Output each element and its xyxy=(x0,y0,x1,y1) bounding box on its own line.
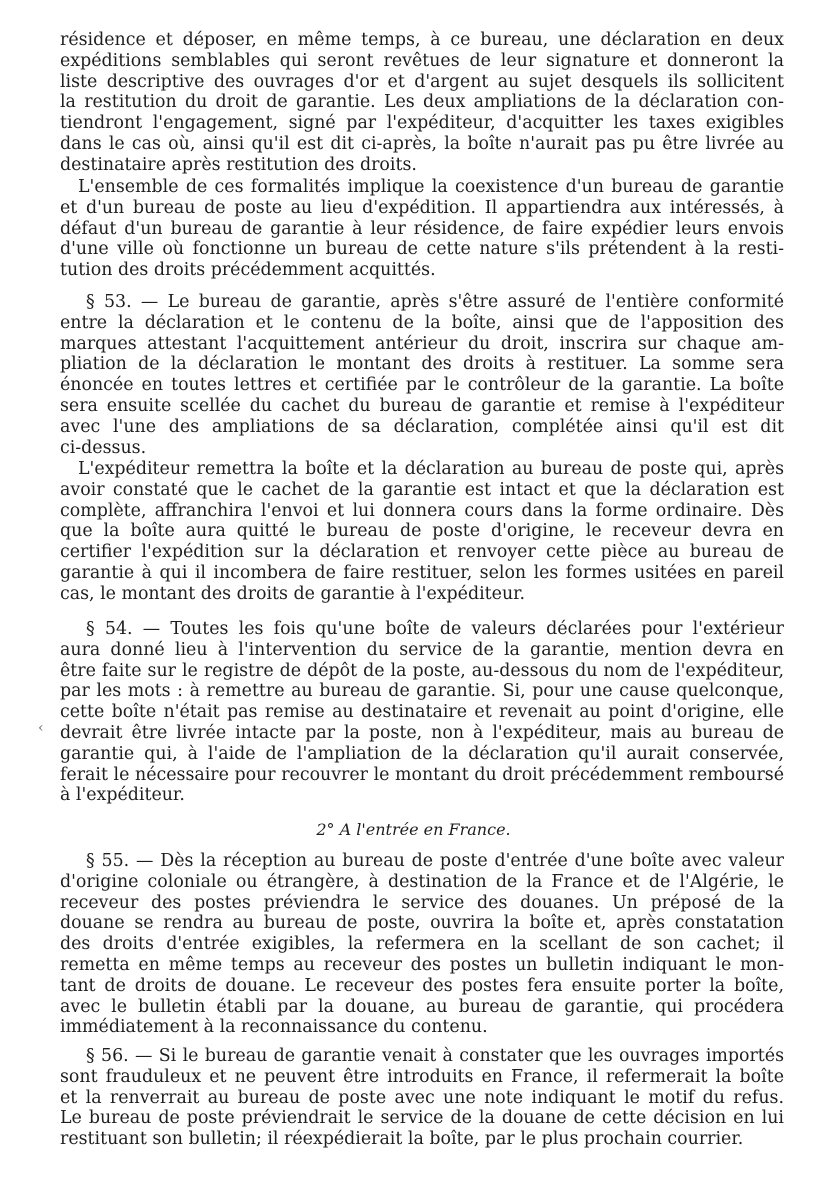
text-line: § 56. — Si le bureau de garantie venait à constater que les ouvrages importés xyxy=(86,1046,784,1066)
text-line: douane se rendra au bureau de poste, ouvrira la boîte et, après constatation xyxy=(60,913,784,934)
paragraph-section-53-continued xyxy=(60,459,784,605)
text-line: par les mots : à remettre au bureau de garantie. Si, pour une cause quelconque, xyxy=(60,681,784,702)
text-line: avoir constaté que le cachet de la garantie est intact et que la déclaration est xyxy=(60,479,784,500)
text-line: avec le bulletin établi par la douane, au bureau de garantie, qui procédera xyxy=(60,996,784,1017)
text-line: avec l'une des ampliations de sa déclaration, complétée ainsi qu'il est dit xyxy=(60,416,784,437)
text-line: sont frauduleux et ne peuvent être introduits en France, il refermerait la boîte xyxy=(60,1066,784,1087)
text-line: destinataire après restitution des droits. xyxy=(60,154,417,175)
section-heading: 2° A l'entrée en France. xyxy=(316,820,511,839)
text-line: Le bureau de poste préviendrait le service de la douane de cette décision en lui xyxy=(60,1108,784,1129)
text-line: à l'expéditeur. xyxy=(60,785,185,806)
text-line: L'ensemble de ces formalités implique la coexistence d'un bureau de garantie xyxy=(78,177,784,197)
text-line: ferait le nécessaire pour recouvrer le montant du droit précédemment remboursé xyxy=(60,764,784,785)
text-line: garantie à qui il incombera de faire restituer, selon les formes usitées en pareil xyxy=(60,562,784,583)
text-line: résidence et déposer, en même temps, à ce bureau, une déclaration en deux xyxy=(60,30,784,50)
text-line: remetta en même temps au receveur des postes un bulletin indiquant le mon- xyxy=(60,954,784,975)
text-line: la restitution du droit de garantie. Les deux ampliations de la déclaration con- xyxy=(60,92,784,113)
text-line: § 55. — Dès la réception au bureau de poste d'entrée d'une boîte avec valeur xyxy=(86,851,784,871)
text-line: liste descriptive des ouvrages d'or et d'argent au sujet desquels ils sollicitent xyxy=(60,71,784,92)
text-line: dans le cas où, ainsi qu'il est dit ci-après, la boîte n'aurait pas pu être livrée au xyxy=(60,133,784,154)
text-line: immédiatement à la reconnaissance du contenu. xyxy=(60,1017,488,1038)
text-line: restituant son bulletin; il réexpédierait la boîte, par le plus prochain courrier. xyxy=(60,1129,744,1150)
text-line: expéditions semblables qui seront revêtues de leur signature et donneront la xyxy=(60,50,784,71)
text-line: receveur des postes préviendra le service des douanes. Un préposé de la xyxy=(60,892,784,913)
text-line: cas, le montant des droits de garantie à l'expéditeur. xyxy=(60,583,526,604)
text-line: que la boîte aura quitté le bureau de poste d'origine, le receveur devra en xyxy=(60,521,784,542)
text-line: certifier l'expédition sur la déclaration et renvoyer cette pièce au bureau de xyxy=(60,542,784,563)
text-line: être faite sur le registre de dépôt de la poste, au-dessous du nom de l'expéditeur, xyxy=(60,660,784,681)
text-line: pliation de la déclaration le montant des droits à restituer. La somme sera xyxy=(60,354,784,375)
text-line: devrait être livrée intacte par la poste, non à l'expéditeur, mais au bureau de xyxy=(60,722,784,743)
paragraph-section-54 xyxy=(60,619,784,806)
paragraph-section-56 xyxy=(60,1046,784,1150)
text-line: tant de droits de douane. Le receveur des postes fera ensuite porter la boîte, xyxy=(60,975,784,996)
text-line: marques attestant l'acquittement antérieur du droit, inscrira sur chaque am- xyxy=(60,333,784,354)
text-line: et la renverrait au bureau de poste avec une note indiquant le motif du refus. xyxy=(60,1087,784,1108)
text-line: aura donné lieu à l'intervention du service de la garantie, mention devra en xyxy=(60,639,784,660)
paragraph-section-55 xyxy=(60,851,784,1038)
text-line: défaut d'un bureau de garantie à leur résidence, de faire expédier leurs envois xyxy=(60,218,784,239)
text-line: cette boîte n'était pas remise au destinataire et revenait au point d'origine, elle xyxy=(60,702,784,723)
paragraph-restitution-declaration xyxy=(60,30,784,176)
text-line: § 54. — Toutes les fois qu'une boîte de valeurs déclarées pour l'extérieur xyxy=(86,619,784,639)
text-line: et d'un bureau de poste au lieu d'expédition. Il appartiendra aux intéressés, à xyxy=(60,197,784,218)
text-line: d'origine coloniale ou étrangère, à destination de la France et de l'Algérie, le xyxy=(60,871,784,892)
text-line: complète, affranchira l'envoi et lui donnera cours dans la forme ordinaire. Dès xyxy=(60,500,784,521)
text-line: ci-dessus. xyxy=(60,437,147,458)
text-line: tution des droits précédemment acquittés. xyxy=(60,260,436,281)
text-line: garantie qui, à l'aide de l'ampliation de la déclaration qu'il aurait conservée, xyxy=(60,743,784,764)
paragraph-section-53 xyxy=(60,292,784,458)
text-line: entre la déclaration et le contenu de la boîte, ainsi que de l'apposition des xyxy=(60,312,784,333)
paragraph-formalites xyxy=(60,177,784,281)
text-line: § 53. — Le bureau de garantie, après s'être assuré de l'entière conformité xyxy=(86,292,784,312)
text-line: tiendront l'engagement, signé par l'expéditeur, d'acquitter les taxes exigibles xyxy=(60,113,784,134)
text-line: sera ensuite scellée du cachet du bureau de garantie et remise à l'expéditeur xyxy=(60,395,784,416)
text-line: énoncée en toutes lettres et certifiée par le contrôleur de la garantie. La boîte xyxy=(60,375,784,396)
text-line: L'expéditeur remettra la boîte et la déclaration au bureau de poste qui, après xyxy=(78,459,784,479)
text-line: d'une ville où fonctionne un bureau de cette nature s'ils prétendent à la resti- xyxy=(60,239,784,260)
text-line: des droits d'entrée exigibles, la refermera en la scellant de son cachet; il xyxy=(60,934,784,955)
margin-mark: ‹ xyxy=(38,720,44,736)
